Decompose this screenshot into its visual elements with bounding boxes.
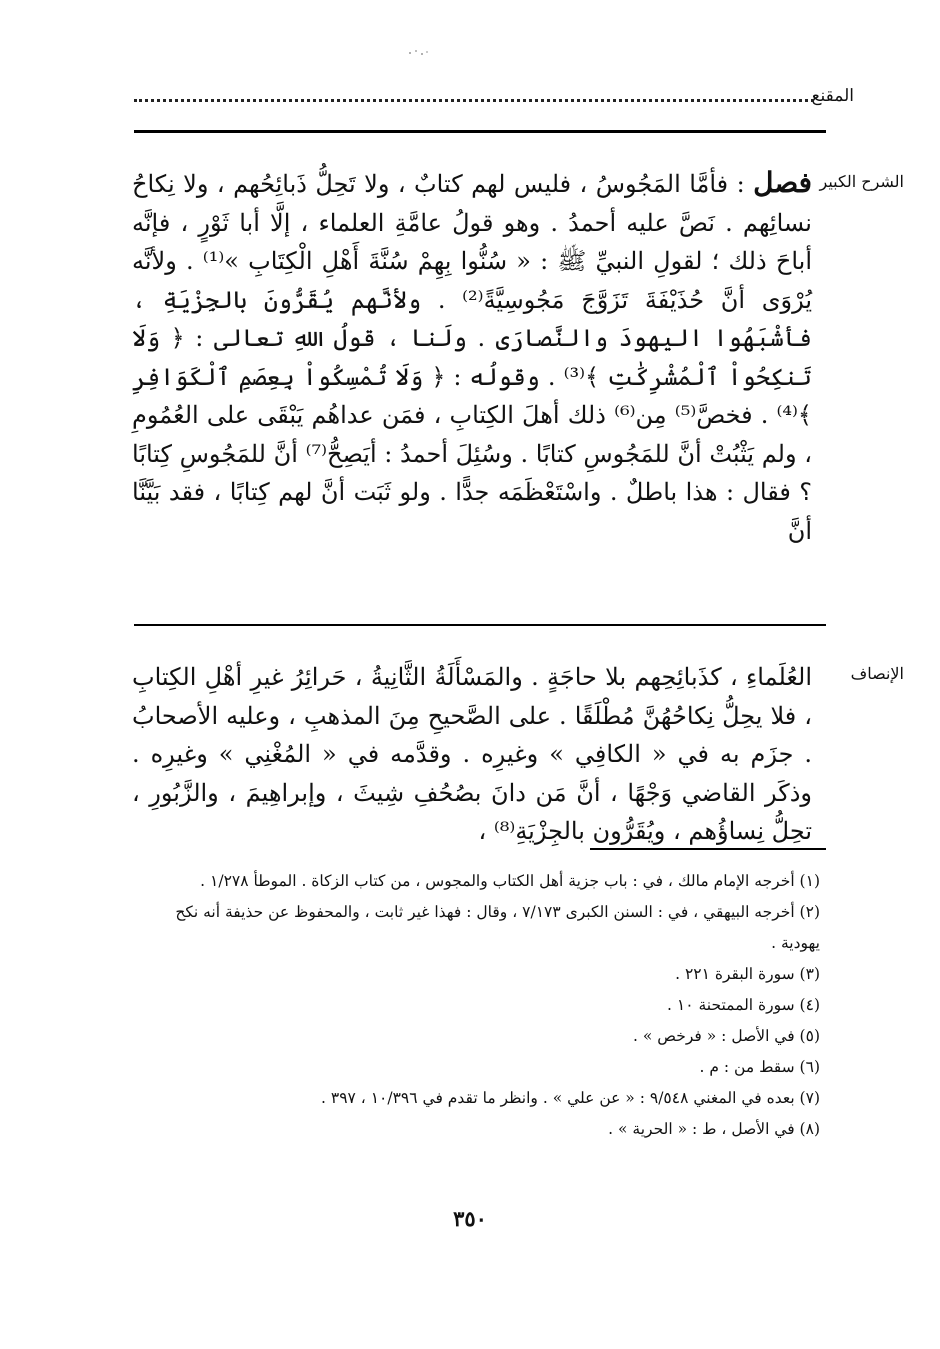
section-label-sharh: الشرح الكبير xyxy=(819,172,904,191)
footnote-5: (٥) في الأصل : « فرخص » . xyxy=(633,1027,820,1045)
footnote-8: (٨) في الأصل ، ط : « الحرية » . xyxy=(608,1120,820,1138)
insaf-paragraph: العُلَماءِ ، كذَبائِحِهم بلا حاجَةٍ . والمَسْأَلَةُ الثَّانِيةُ ، حَرائِرُ غيرِ أهْلِ الكِتابِ ، فلا يحِلُّ نِكاحُهُنَّ مُطْلَقًا . على الصَّحيحِ مِنَ المذهبِ ، وعليه الأصحابُ . جزَم به في « الكافِي » وغيرِه . وقدَّمه في « المُغْنِي » وغيرِه . وذكَر القاضي وَجْهًا ، أنَّ مَن دانَ بصُحُفِ شِيثَ ، وإبراهِيمَ ، والزَّبُورِ ، تحِلُّ نِساؤُهم ، ويُقَرُّون بالجِزْيَةِ⁽⁸⁾ ، xyxy=(132,663,812,845)
page-number: ٣٥٠ xyxy=(453,1206,487,1231)
footnote-7: (٧) بعده في المغني ٩/٥٤٨ : « عن علي » . وانظر ما تقدم في ١٠/٣٩٦ ، ٣٩٧ . xyxy=(321,1089,820,1107)
footnote-1: (١) أخرجه الإمام مالك ، في : باب جزية أهل الكتاب والمجوس ، من كتاب الزكاة . الموطأ ١/٢٧٨ . xyxy=(200,872,820,890)
footnote-rule xyxy=(590,848,826,850)
sharh-text-block xyxy=(132,164,812,550)
sharh-paragraph: : فأمَّا المَجُوسُ ، فليس لهم كتابٌ ، ولا تَحِلُّ ذَبائِحُهم ، ولا نِكاحُ نسائِهم . نَصَّ عليه أحمدُ . وهو قولُ عامَّةِ العلماء ، إلَّا أبا ثَوْرٍ ، فإنَّه أباحَ ذلك ؛ لقولِ النبيِّ ﷺ : « سُنُّوا بِهِمْ سُنَّةَ أَهْلِ الْكِتَابِ »⁽¹⁾ . ولأنَّه يُرْوَى أنَّ حُذَيْفَةَ تَزَوَّجَ مَجُوسِيَّةً⁽²⁾ . ولأنَّهم يُقَرُّونَ بالجِزْيَةِ ، فأشْبَهُوا اليهودَ والنَّصارَى . ولَنا ، قولُ اللهِ تعالى : ﴿ وَلَا تَنكِحُواْ ٱلْمُشْرِكَٰتِ ﴾⁽³⁾ . وقولُه : ﴿ وَلَا تُمْسِكُواْ بِعِصَمِ ٱلْكَوَافِرِ ﴾⁽⁴⁾ . فخصَّ⁽⁵⁾ مِن⁽⁶⁾ ذلك أهلَ الكِتابِ ، فمَن عداهُم يَبْقَى على العُمُومِ ، ولم يَثْبُتْ أنَّ للمَجُوسِ كتابًا . وسُئِلَ أحمدُ : أيَصِحُّ⁽⁷⁾ أنَّ للمَجُوسِ كِتابًا ؟ فقال : هذا باطلٌ . واسْتَعْظَمَه جدًّا . ولو ثَبَت أنَّ لهم كِتابًا ، فقد بَيَّنَّا أنَّ xyxy=(132,170,813,545)
scan-speck xyxy=(404,44,432,56)
insaf-text-block xyxy=(132,658,812,851)
header-label: المقنع xyxy=(811,86,854,106)
footnotes xyxy=(132,866,820,1145)
footnote-3: (٣) سورة البقرة ٢٢١ . xyxy=(675,965,820,983)
footnote-4: (٤) سورة الممتحنة ١٠ . xyxy=(667,996,820,1014)
footnote-6: (٦) سقط من : م . xyxy=(699,1058,820,1076)
header-dotted-line xyxy=(134,99,814,102)
section-heading: فصل xyxy=(753,166,812,199)
header-rule xyxy=(134,130,826,133)
footnote-2: (٢) أخرجه البيهقي ، في : السنن الكبرى ٧/١٧٣ ، وقال : فهذا غير ثابت ، والمحفوظ عن حذيفة أنه نكح يهودية . xyxy=(175,903,820,952)
section-divider xyxy=(134,624,826,626)
section-label-insaf: الإنصاف xyxy=(850,664,904,683)
